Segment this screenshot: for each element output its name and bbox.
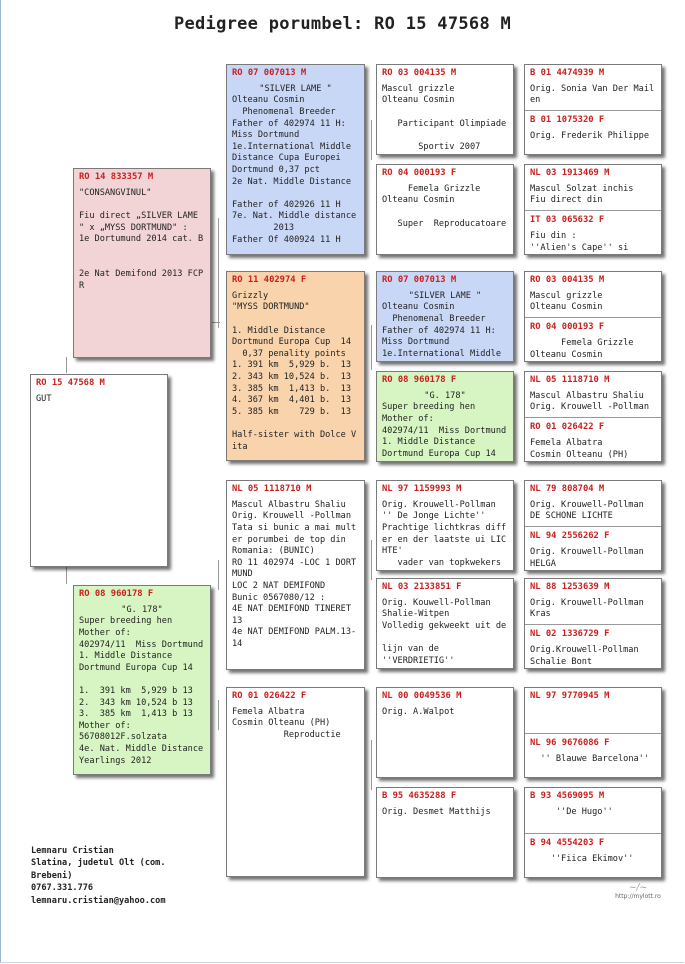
signature-scribble: ~/~ [628, 883, 648, 893]
connector [371, 325, 372, 370]
bird-notes: Orig. Desmet Matthijs [382, 806, 491, 817]
ring-number: NL 96 9676086 F [530, 738, 610, 748]
bird-name: "SILVER LAME " [408, 290, 482, 301]
bird-notes: Mascul grizzle Olteanu Cosmin [530, 290, 603, 313]
bird-notes: Orig.Krouwell-Pollman Schalie Bont [530, 645, 639, 667]
ring-number: B 95 4635288 F [382, 791, 457, 801]
ring-number: NL 97 1159993 M [382, 484, 462, 494]
sire-sire[interactable] [226, 64, 365, 255]
ring-number: RO 15 47568 M [36, 378, 105, 388]
bird-notes: Orig. Krouwell-Pollman '' De Jonge Lichte'' Prachtige lichtkras diff er en der laatste ui LIC HTE' vader van topkwekers [382, 499, 507, 568]
gen5-bird-7[interactable] [524, 687, 662, 778]
bird-notes: ''De Hugo'' [530, 806, 613, 817]
bird-notes: Orig. A.Walpot [382, 706, 455, 717]
ring-number: RO 03 004135 M [530, 275, 605, 285]
connector [371, 740, 372, 790]
ring-number: NL 03 1913469 M [530, 168, 610, 178]
pair-divider [525, 833, 661, 834]
pair-divider [525, 624, 661, 625]
pair-divider [525, 110, 661, 111]
ring-number: NL 94 2556262 F [530, 531, 610, 541]
bird-name: "G. 178" [121, 604, 163, 615]
gen5-bird-3[interactable] [524, 271, 662, 362]
bird-notes: GUT [36, 393, 52, 404]
gen5-bird-2[interactable] [524, 164, 662, 255]
connector [212, 322, 220, 323]
connector [218, 700, 219, 730]
connector [371, 120, 372, 160]
signature-stamp [612, 883, 664, 900]
ring-number: NL 05 1118710 M [530, 375, 610, 385]
gen5-bird-1[interactable] [524, 64, 662, 155]
gen4-bird-2[interactable] [376, 164, 514, 255]
owner-contact: Lemnaru Cristian Slatina, judetul Olt (com. Brebeni) 0767.331.776 lemnaru.cristian@yahoo.com [31, 846, 166, 906]
dam-sire[interactable] [226, 480, 365, 670]
connector [66, 567, 67, 584]
bird-notes: Grizzly "MYSS DORTMUND" 1. Middle Distance Dortmund Europa Cup 14 0,37 penality points 1. 391 km 5,929 b. 13 2. 343 km 10,524 b. 13 3. 385 km 1,413 b. 13 4. 367 km 4,401 b. 13 5. 385 km 729 b. 13 Half-sister with Dolce V ita [232, 290, 357, 452]
ring-number: NL 03 2133851 F [382, 582, 462, 592]
bird-notes: Orig. Krouwell-Pollman Kras [530, 597, 644, 620]
sire-dam[interactable] [226, 271, 365, 461]
bird-notes: Fiu din : ''Alien's Cape'' si [530, 231, 629, 253]
gen4-bird-6[interactable] [376, 578, 514, 669]
bird-notes: Femela Albatra Cosmin Olteanu (PH) [530, 438, 629, 460]
bird-notes: Mascul grizzle Olteanu Cosmin Participant Olimpiade Sportiv 2007 [382, 83, 507, 152]
signature-url: http://mylott.ro [615, 893, 661, 900]
ring-number: NL 88 1253639 M [530, 582, 610, 592]
ring-number: NL 05 1118710 M [232, 484, 312, 494]
ring-number: B 01 4474939 M [530, 68, 605, 78]
ring-number: NL 79 808704 M [530, 484, 605, 494]
gen4-bird-3[interactable] [376, 271, 514, 362]
pair-divider [525, 417, 661, 418]
ring-number: NL 02 1336729 F [530, 629, 610, 639]
ring-number: RO 01 026422 F [530, 422, 605, 432]
gen4-bird-1[interactable] [376, 64, 514, 155]
bird-notes: ''Fiica Ekimov'' [530, 854, 634, 864]
ring-number: RO 07 007013 M [232, 68, 307, 78]
ring-number: RO 11 402974 F [232, 275, 307, 285]
ring-number: B 93 4569095 M [530, 791, 605, 801]
bird-notes: Orig. Sonia Van Der Mail en [530, 83, 655, 106]
ring-number: RO 08 960178 F [382, 375, 457, 385]
ring-number: RO 04 000193 F [382, 168, 457, 178]
bird-notes: Orig. Frederik Philippe [530, 131, 649, 141]
bird-notes: Super breeding hen Mother of: 402974/11 Miss Dortmund 1. Middle Distance Dortmund Europa Cup 14 [382, 402, 507, 459]
bird-notes: Mascul Albastru Shaliu Orig. Krouwell -Pollman Tata si bunic a mai mult er porumbei de top din Romania: (BUNIC) RO 11 402974 -LOC 1 DORT MUND LOC 2 NAT DEMIFOND Bunic 0567080/12 : 4E NAT DEMIFOND TINERET 13 4e NAT DEMIFOND PALM.13- 14 [232, 499, 357, 649]
gen4-bird-5[interactable] [376, 480, 514, 571]
ring-number: RO 01 026422 F [232, 691, 307, 701]
bird-notes: Femela Grizzle Olteanu Cosmin Super Reproducatoare [382, 183, 507, 229]
bird-notes: Super breeding hen Mother of: 402974/11 Miss Dortmund 1. Middle Distance Dortmund Europa Cup 14 1. 391 km 5,929 b 13 2. 343 km 10,524 b 13 3. 385 km 1,413 b 13 Mother of: 56708012F.solzata 4e. Nat. Middle Distance Yearlings 2012 [79, 616, 204, 766]
connector [218, 560, 219, 590]
ring-number: NL 97 9770945 M [530, 691, 610, 701]
ring-number: IT 03 065632 F [530, 215, 605, 225]
gen5-bird-6[interactable] [524, 578, 662, 669]
dam-dam[interactable] [226, 687, 365, 877]
gen5-bird-4[interactable] [524, 371, 662, 462]
bird-notes: Mascul Albastru Shaliu Orig. Krouwell -Pollman [530, 390, 649, 413]
bird-notes: Orig. Krouwell-Pollman HELGA [530, 547, 644, 569]
ring-number: B 01 1075320 F [530, 115, 605, 125]
gen5-bird-8[interactable] [524, 787, 662, 878]
bird-notes: "CONSANGVINUL" Fiu direct „SILVER LAME " x „MYSS DORTMUND" : 1e Dortumund 2014 cat. B 2e Nat Demifond 2013 FCP R [79, 187, 204, 291]
gen5-bird-5[interactable] [524, 480, 662, 571]
pedigree-subject[interactable] [30, 374, 168, 567]
bird-notes: Olteanu Cosmin Phenomenal Breeder Father of 402974 11 H: Miss Dortmund 1e.International Middle [382, 302, 501, 359]
ring-number: RO 04 000193 F [530, 322, 605, 332]
ring-number: RO 03 004135 M [382, 68, 457, 78]
bird-name: "G. 178" [424, 390, 466, 401]
bird-notes: Femela Grizzle Olteanu Cosmin [530, 338, 634, 360]
bird-notes: Orig. Krouwell-Pollman DE SCHONE LICHTE [530, 499, 644, 522]
connector [218, 218, 219, 328]
dam[interactable] [73, 585, 211, 775]
gen4-bird-8[interactable] [376, 787, 514, 878]
bird-notes: Mascul Solzat inchis Fiu direct din [530, 183, 634, 206]
ring-number: RO 08 960178 F [79, 589, 154, 599]
page-title: Pedigree porumbel: RO 15 47568 M [173, 14, 512, 34]
connector [371, 540, 372, 580]
bird-notes: Orig. Kouwell-Pollman Shalie-Witpen Volledig gekweekt uit de lijn van de ''VERDRIETIG'' [382, 597, 507, 666]
ring-number: RO 07 007013 M [382, 275, 457, 285]
pair-divider [525, 733, 661, 734]
bird-notes: Olteanu Cosmin Phenomenal Breeder Father of 402974 11 H: Miss Dortmund 1e.International Middle Distance Cupa Europei Dortmund 0,37 pct 2e Nat. Middle Distance Father of 402926 11 H 7e. Nat. Middle distance 2013 Father Of 400924 11 H [232, 95, 357, 245]
ring-number: B 94 4554203 F [530, 838, 605, 848]
pair-divider [525, 526, 661, 527]
gen4-bird-7[interactable] [376, 687, 514, 778]
bird-notes: '' Blauwe Barcelona'' [530, 754, 650, 764]
bird-name: "SILVER LAME " [259, 83, 332, 94]
connector [66, 357, 67, 373]
ring-number: NL 00 0049536 M [382, 691, 462, 701]
ring-number: RO 14 833357 M [79, 172, 154, 182]
gen4-bird-4[interactable] [376, 371, 514, 462]
pair-divider [525, 317, 661, 318]
pair-divider [525, 210, 661, 211]
sire[interactable] [73, 168, 211, 358]
bird-notes: Femela Albatra Cosmin Olteanu (PH) Reproductie [232, 706, 341, 741]
